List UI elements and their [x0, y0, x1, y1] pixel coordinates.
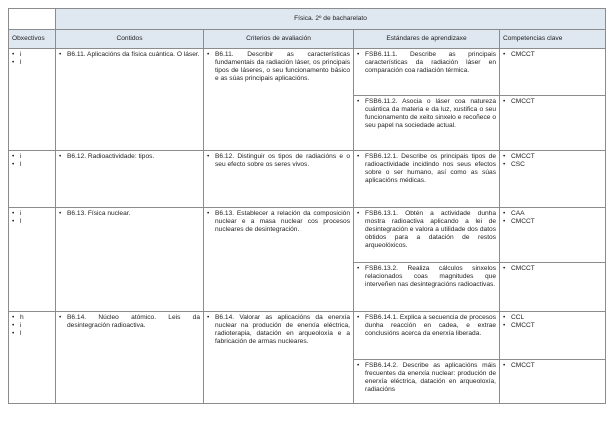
table-title: Física. 2º de bacharelato [56, 9, 606, 30]
competence-item: • CMCCT [503, 98, 602, 106]
objective-item: • l [12, 59, 52, 67]
content-item: • B6.12. Radioactividade: tipos. [59, 153, 200, 161]
competence-item: • CAA [503, 210, 602, 218]
competence-cell [500, 151, 606, 208]
competence-cell [500, 96, 606, 151]
standard-item: • FSB6.14.2. Describe as aplicacións máis frecuentes da enerxía nuclear: produción de enerxía eléctrica, datación en arqueoloxía, radiacións [357, 362, 496, 394]
header-objectives: Obxectivos [9, 30, 56, 49]
content-cell [56, 151, 204, 208]
competence-item: • CMCCT [503, 153, 602, 161]
competence-cell [500, 49, 606, 96]
competence-item: • CCL [503, 314, 602, 322]
empty-corner-cell [9, 9, 56, 30]
criterion-item: • B6.13. Establecer a relación da composición nuclear e a masa nuclear cos procesos nucleares de desintegración. [207, 210, 350, 234]
objective-item: • i [12, 51, 52, 59]
objectives-cell [9, 151, 56, 208]
objectives-cell [9, 49, 56, 151]
competence-cell [500, 312, 606, 360]
standard-item: • FSB6.11.1. Describe as principais características da radiación láser en comparación coa radiación térmica. [357, 51, 496, 75]
competence-item: • CMCCT [503, 362, 602, 370]
content-item: • B6.13. Física nuclear. [59, 210, 200, 218]
competence-item: • CMCCT [503, 322, 602, 330]
header-criteria: Criterios de avaliación [204, 30, 354, 49]
standard-cell [354, 360, 500, 404]
standard-cell [354, 312, 500, 360]
content-cell [56, 49, 204, 151]
standard-cell [354, 263, 500, 312]
competence-item: • CMCCT [503, 218, 602, 226]
competence-item: • CMCCT [503, 265, 602, 273]
content-item: • B6.14. Núcleo atómico. Leis da desintegración radioactiva. [59, 314, 200, 330]
criterion-cell [204, 312, 354, 404]
standard-item: • FSB6.12.1. Describe os principais tipos de radioactividade incidindo nos seus efectos sobre o ser humano, así como as súas aplicacións médicas. [357, 153, 496, 185]
criterion-item: • B6.14. Valorar as aplicacións da enerxía nuclear na produción de enerxía eléctrica, radioterapia, datación en arqueoloxía e a fabricación de armas nucleares. [207, 314, 350, 346]
criterion-item: • B6.12. Distinguir os tipos de radiacións e o seu efecto sobre os seres vivos. [207, 153, 350, 169]
standard-cell [354, 208, 500, 263]
objective-item: • h [12, 314, 52, 322]
competence-cell [500, 263, 606, 312]
objectives-cell [9, 208, 56, 312]
header-contents: Contidos [56, 30, 204, 49]
header-standards: Estándares de aprendizaxe [354, 30, 500, 49]
standard-item: • FSB6.14.1. Explica a secuencia de procesos dunha reacción en cadea, e extrae conclusións acerca da enerxía liberada. [357, 314, 496, 338]
content-item: • B6.11. Aplicacións da física cuántica. O láser. [59, 51, 200, 59]
standard-item: • FSB6.11.2. Asocia o láser coa natureza cuántica da materia e da luz, xustifica o seu funcionamento de xeito sinxelo e recoñece o seu papel na sociedade actual. [357, 98, 496, 130]
competence-item: • CMCCT [503, 51, 602, 59]
objective-item: • l [12, 218, 52, 226]
criterion-cell [204, 151, 354, 208]
standard-item: • FSB6.13.1. Obtén a actividade dunha mostra radioactiva aplicando a lei de desintegración e valora a utilidade dos datos obtidos para a datación de restos arqueolóxicos. [357, 210, 496, 250]
criterion-cell [204, 49, 354, 151]
objective-item: • i [12, 153, 52, 161]
header-competences: Competencias clave [500, 30, 606, 49]
content-cell [56, 312, 204, 404]
competence-item: • CSC [503, 161, 602, 169]
objectives-cell [9, 312, 56, 404]
objective-item: • i [12, 322, 52, 330]
competence-cell [500, 360, 606, 404]
standard-cell [354, 151, 500, 208]
objective-item: • l [12, 330, 52, 338]
standard-item: • FSB6.13.2. Realiza cálculos sinxelos relacionados coas magnitudes que interveñen nas desintegracións radioactivas. [357, 265, 496, 289]
objective-item: • l [12, 161, 52, 169]
curriculum-table [8, 8, 606, 404]
competence-cell [500, 208, 606, 263]
standard-cell [354, 96, 500, 151]
objective-item: • i [12, 210, 52, 218]
criterion-cell [204, 208, 354, 312]
content-cell [56, 208, 204, 312]
standard-cell [354, 49, 500, 96]
criterion-item: • B6.11. Describir as características fundamentais da radiación láser, os principais tipos de láseres, o seu funcionamento básico e as súas principais aplicacións. [207, 51, 350, 83]
